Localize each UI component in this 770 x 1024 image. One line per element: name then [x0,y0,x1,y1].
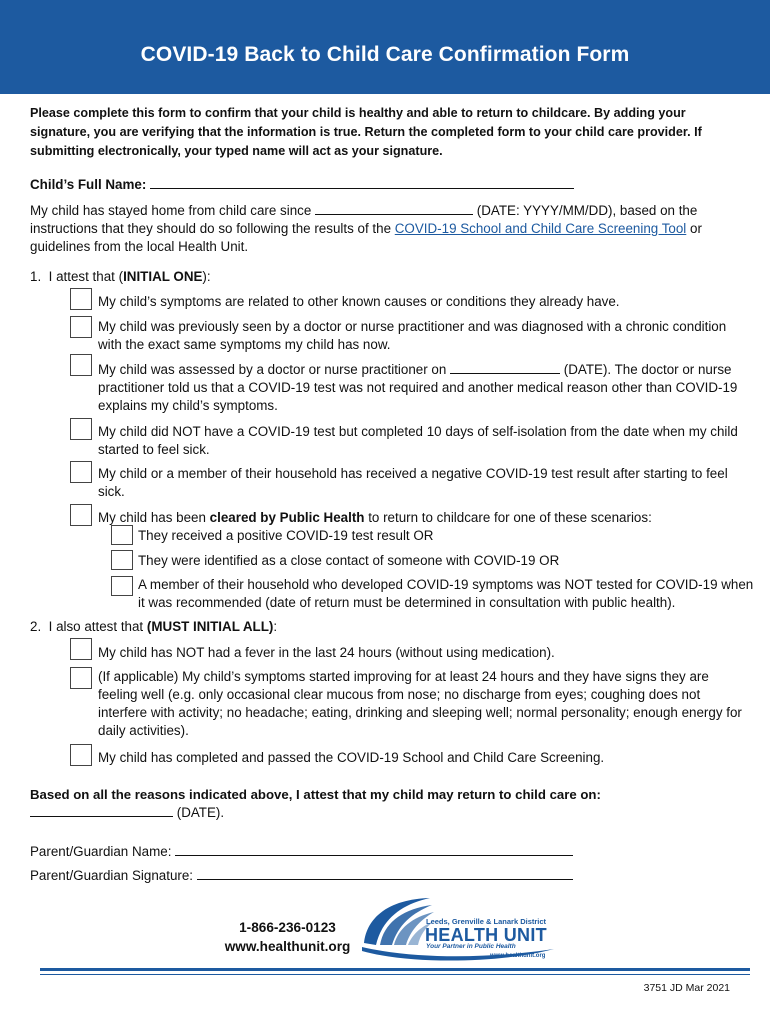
return-date-field[interactable] [30,804,173,817]
return-date-row [30,804,224,822]
cleared-emphasis: cleared by Public Health [209,510,365,525]
option-known-causes: My child’s symptoms are related to other known causes or conditions they already have. [98,294,620,309]
website: www.healthunit.org [224,939,351,954]
section-2-tail: : [273,619,278,634]
initial-box-screening-passed[interactable] [70,744,92,766]
initial-box-negative-test[interactable] [70,461,92,483]
guardian-signature-field[interactable] [197,867,573,880]
footer-divider [40,968,750,971]
section-1-heading [30,268,211,286]
intro-text: Please complete this form to confirm that your child is healthy and able to return to childcare. By adding your signature, you are verifying that the information is true. Return the completed form to your child care provider. If submitting electronically, your typed name will act as your signature. [30,106,702,158]
stayed-home-text-1: My child has stayed home from child care since [30,203,312,218]
section-2-heading [30,618,277,636]
stayed-home-text-5: guidelines from the local Health Unit. [30,239,249,254]
conclusion-statement: Based on all the reasons indicated above, I attest that my child may return to child care on: [30,787,601,802]
form-header [0,0,770,94]
logo-tagline: Your Partner in Public Health [426,943,516,950]
stayed-home-text-3: instructions that they should do so following the results of the [30,221,392,236]
section-1-tail: ): [202,269,211,284]
phone-number: 1-866-236-0123 [239,920,336,935]
guardian-name-row [30,843,573,861]
section-2-lead: I also attest that [48,619,144,634]
child-name-label: Child’s Full Name: [30,177,147,192]
stayed-home-text-4: or [690,221,702,236]
health-unit-logo [362,895,557,963]
initial-box-cleared[interactable] [70,504,92,526]
attest-symptoms-improving: (If applicable) My child’s symptoms started improving for at least 24 hours and they have signs they are feeling well (e.g. only occasional clear mucous from nose; no discharge from eyes; coughing does not interfere with activity; no headache; eating, drinking and sleeping well; normal personality; enough energy for daily activities). [98,669,742,738]
sub-option-positive-test: They received a positive COVID-19 test result OR [138,528,434,543]
form-code: 3751 JD Mar 2021 [643,982,730,994]
stayed-home-date-field[interactable] [315,202,473,215]
footer-divider-thin [40,974,750,975]
logo-url: www.healthunit.org [490,953,546,959]
child-name-row [30,176,574,194]
option-assessed [98,361,738,415]
initial-box-known-causes[interactable] [70,288,92,310]
section-2-number: 2. [30,619,42,634]
initial-box-assessed[interactable] [70,354,92,376]
child-name-field[interactable] [150,176,574,189]
attest-no-fever: My child has NOT had a fever in the last 24 hours (without using medication). [98,645,555,660]
option-self-isolation: My child did NOT have a COVID-19 test but completed 10 days of self-isolation from the date when my child started to feel sick. [98,424,738,457]
section-1-lead: I attest that ( [48,269,124,284]
assessed-text-2: (DATE). The doctor or nurse practitioner told us that a COVID-19 test was not required and another medical reason other than COVID-19 explains my child’s symptoms. [98,362,738,413]
option-cleared-by-public-health [98,509,748,527]
screening-tool-link[interactable]: COVID-19 School and Child Care Screening Tool [394,221,687,236]
guardian-signature-label: Parent/Guardian Signature: [30,868,194,883]
assessed-text-1: My child was assessed by a doctor or nurse practitioner on [98,362,447,377]
option-negative-test: My child or a member of their household has received a negative COVID-19 test result after starting to feel sick. [98,466,728,499]
initial-box-no-fever[interactable] [70,638,92,660]
guardian-name-label: Parent/Guardian Name: [30,844,172,859]
initial-box-symptoms-improving[interactable] [70,667,92,689]
section-1-emphasis: INITIAL ONE [123,269,203,284]
cleared-lead: My child has been [98,510,206,525]
cleared-tail: to return to childcare for one of these scenarios: [368,510,652,525]
sub-option-close-contact: They were identified as a close contact of someone with COVID-19 OR [138,553,560,568]
stayed-home-paragraph [30,202,755,256]
initial-box-close-contact[interactable] [111,550,133,570]
assessed-date-field[interactable] [450,361,560,374]
option-chronic-condition: My child was previously seen by a doctor or nurse practitioner and was diagnosed with a chronic condition with the exact same symptoms my child has now. [98,319,727,352]
stayed-home-text-2: (DATE: YYYY/MM/DD), based on the [476,203,698,218]
initial-box-household-not-tested[interactable] [111,576,133,596]
initial-box-positive-test[interactable] [111,525,133,545]
logo-district: Leeds, Grenville & Lanark District [426,917,547,926]
contact-block [200,918,375,956]
return-date-label: (DATE). [176,805,225,820]
initial-box-chronic-condition[interactable] [70,316,92,338]
sub-option-household-not-tested: A member of their household who developed COVID-19 symptoms was NOT tested for COVID-19 when it was recommended (date of return must be determined in consultation with public health). [138,577,754,610]
guardian-name-field[interactable] [175,843,573,856]
initial-box-self-isolation[interactable] [70,418,92,440]
form-title: COVID-19 Back to Child Care Confirmation Form [140,43,630,66]
section-2-emphasis: (MUST INITIAL ALL) [146,619,274,634]
attest-screening-passed: My child has completed and passed the COVID-19 School and Child Care Screening. [98,750,605,765]
section-1-number: 1. [30,269,42,284]
logo-name: HEALTH UNIT [425,925,547,945]
guardian-signature-row [30,867,573,885]
